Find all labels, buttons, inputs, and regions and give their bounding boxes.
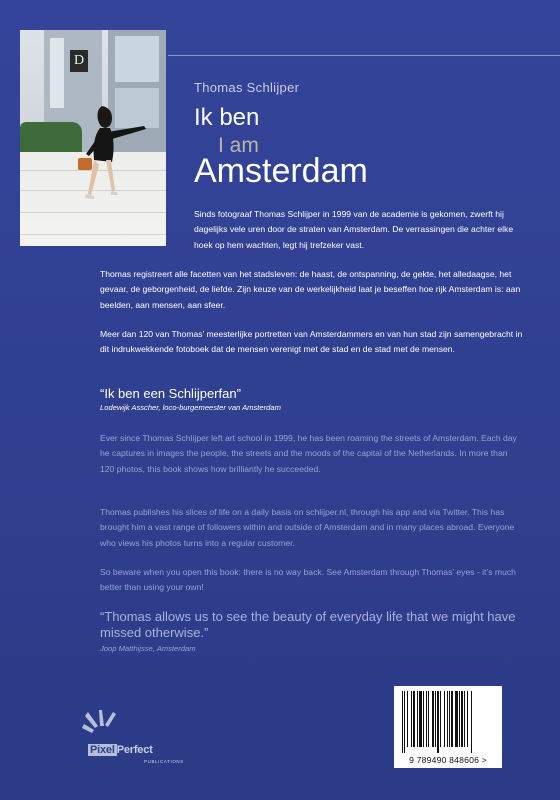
dutch-paragraph-3: Meer dan 120 van Thomas’ meesterlijke portretten van Amsterdammers en van hun stad zijn samengebracht in dit indrukwekkende fotoboek dat de mensen verenigt met de stad en de stad met de mensen. (100, 329, 523, 355)
isbn-number: 9 789490 848606 > (409, 755, 487, 765)
barcode-bar (440, 691, 441, 747)
publisher-subtitle: PUBLICATIONS (144, 759, 184, 764)
barcode-bar (444, 691, 445, 747)
cover-photo (20, 30, 166, 246)
barcode-bar (407, 691, 408, 747)
barcode-bar (426, 691, 427, 747)
barcode-bar (461, 691, 463, 747)
barcode-bar (449, 691, 450, 747)
title-line-3: Amsterdam (194, 152, 368, 190)
dutch-paragraph-2: Thomas registreert alle facetten van het stadsleven: de haast, de ontspanning, de gekte, het alledaagse, het gevaar, de geborgenheid, de liefde. Zijn keuze van de werkelijkheid laat je beseffen hoe rijk Amsterdam is: aan beelden, aan mensen, aan sfeer. (100, 269, 521, 310)
dutch-quote-attribution: Lodewijk Asscher, loco-burgemeester van Amsterdam (100, 403, 281, 412)
barcode-bar (455, 691, 458, 747)
woman-figure (78, 100, 158, 230)
dutch-paragraph-1: Sinds fotograaf Thomas Schlijper in 1999 van de academie is gekomen, zwerft hij dagelijks vele uren door de straten van Amsterdam. De verrassingen die achter elke hoek op hem wachten, legt hij trefzeker vast. (194, 209, 514, 250)
barcode-bar (423, 691, 424, 747)
photo-badge: D (70, 50, 88, 72)
window (115, 36, 159, 82)
barcode-bar (417, 691, 418, 747)
title-line-1: Ik ben (194, 104, 260, 131)
barcode-bar (451, 691, 453, 747)
barcode-bar (464, 691, 465, 747)
barcode-bar (404, 691, 405, 753)
barcode-bars (400, 691, 496, 753)
publisher-name-part-2: Perfect (116, 744, 153, 756)
barcode-bar (413, 691, 415, 747)
barcode-bar (435, 691, 436, 747)
barcode-bar (459, 691, 460, 747)
header-rule (168, 55, 560, 56)
hedge (20, 122, 82, 152)
publisher-name-part-1: Pixel (90, 744, 115, 756)
english-paragraph-3: So beware when you open this book: there is no way back. See Amsterdam through Thomas’ eyes - it’s much better than using your own! (100, 567, 516, 593)
barcode-bar (432, 691, 434, 747)
title-line-2: I am (218, 134, 259, 157)
barcode-bar (428, 691, 429, 747)
english-paragraph-1: Ever since Thomas Schlijper left art school in 1999, he has been roaming the streets of Amsterdam. Each day he captures in images the people, the streets and the moods of the capital of the Netherlands. In more than 120 photos, this book shows how brilliantly he succeeded. (100, 433, 517, 474)
dutch-quote: “Ik ben een Schlijperfan” (100, 386, 241, 401)
barcode-bar (467, 691, 468, 747)
barcode-bar (419, 691, 422, 747)
barcode-bar (471, 691, 472, 753)
window (50, 38, 64, 108)
barcode-bar (411, 691, 412, 747)
publisher-logo (82, 710, 212, 770)
isbn-barcode (394, 686, 502, 768)
barcode-bar (402, 691, 403, 753)
sunburst-icon (82, 710, 122, 744)
author-name: Thomas Schlijper (194, 80, 300, 95)
publisher-name (88, 744, 153, 756)
barcode-bar (437, 691, 439, 753)
english-quote-attribution: Joop Matthijsse, Amsterdam (100, 644, 196, 653)
english-quote: “Thomas allows us to see the beauty of everyday life that we might have missed otherwise.” (100, 609, 516, 640)
english-paragraph-2: Thomas publishes his slices of life on a daily basis on schlijper.nl, through his app and via Twitter. This has brought him a vast range of followers within and outside of Amsterdam and in many places abroad. Everyone who views his photos turns into a regular customer. (100, 507, 515, 548)
barcode-bar (447, 691, 448, 747)
